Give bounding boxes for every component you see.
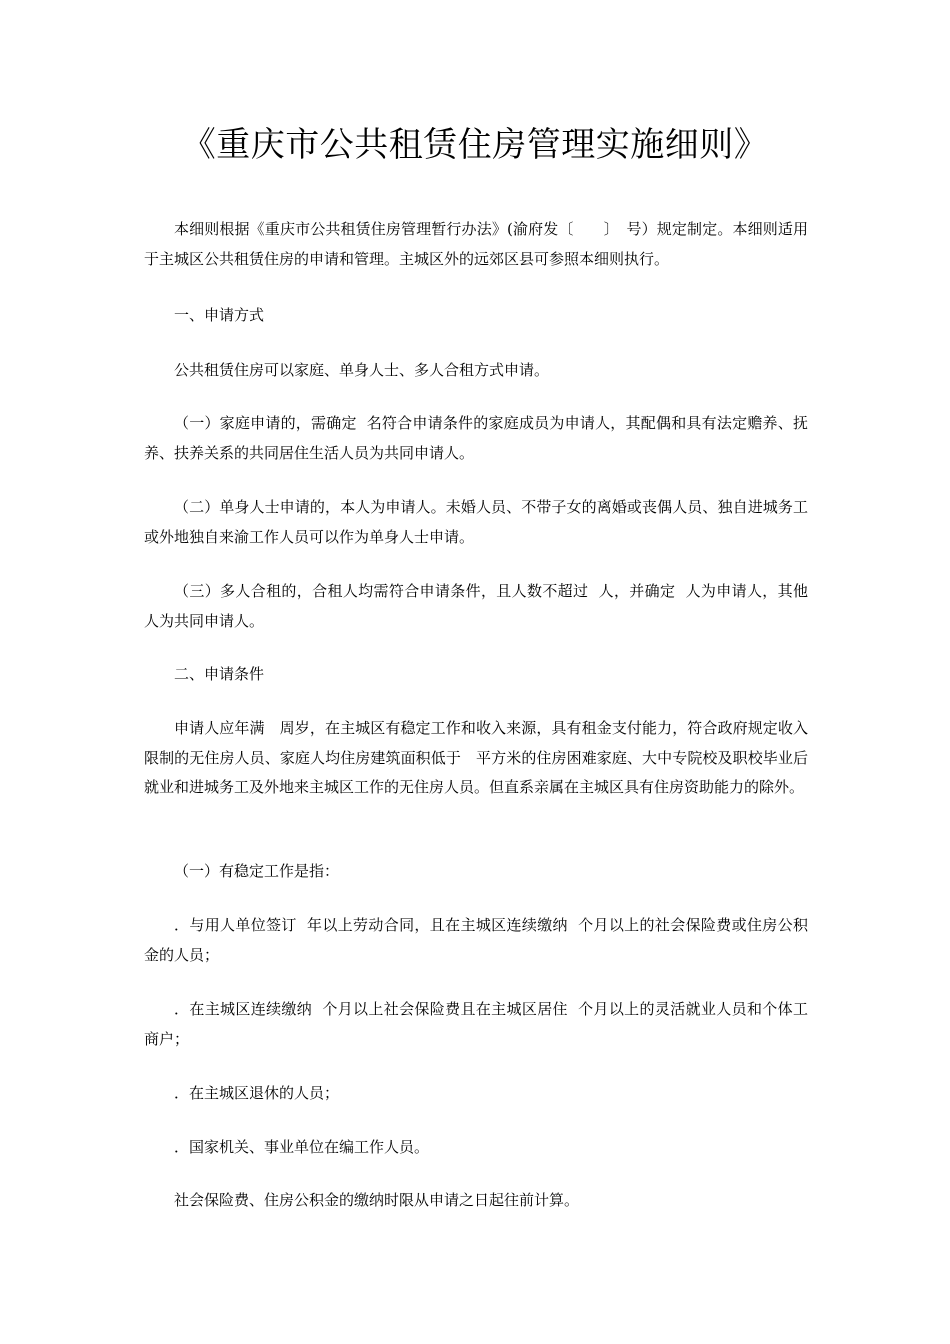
paragraph-payment-period-note: 社会保险费、住房公积金的缴纳时限从申请之日起往前计算。 — [174, 1191, 580, 1209]
list-item-labor-contract: ．与用人单位签订 年以上劳动合同，且在主城区连续缴纳 个月以上的社会保险费或住房公积金的人员； — [144, 916, 808, 964]
paragraph-application-types: 公共租赁住房可以家庭、单身人士、多人合租方式申请。 — [174, 361, 550, 379]
paragraph-preamble: 本细则根据《重庆市公共租赁住房管理暂行办法》(渝府发〔 〕 号）规定制定。本细则适用于主城区公共租赁住房的申请和管理。主城区外的远郊区县可参照本细则执行。 — [144, 220, 808, 268]
list-item-flexible-employment: ．在主城区连续缴纳 个月以上社会保险费且在主城区居住 个月以上的灵活就业人员和个体工商户； — [144, 1000, 808, 1048]
section-heading-application-method: 一、申请方式 — [174, 306, 265, 324]
paragraph-shared-rental: （三）多人合租的，合租人均需符合申请条件，且人数不超过 人，并确定 人为申请人，其他人为共同申请人。 — [144, 582, 808, 630]
list-item-retired: ．在主城区退休的人员； — [174, 1084, 340, 1102]
list-item-civil-servants: ．国家机关、事业单位在编工作人员。 — [174, 1138, 430, 1156]
paragraph-applicant-requirements: 申请人应年满 周岁，在主城区有稳定工作和收入来源，具有租金支付能力，符合政府规定收入限制的无住房人员、家庭人均住房建筑面积低于 平方米的住房困难家庭、大中专院校及职校毕业后就业和进城务工及外地来主城区工作的无住房人员。但直系亲属在主城区具有住房资助能力的除外。 — [144, 719, 808, 796]
paragraph-family-application: （一）家庭申请的，需确定 名符合申请条件的家庭成员为申请人，其配偶和具有法定赡养、抚养、扶养关系的共同居住生活人员为共同申请人。 — [144, 414, 808, 462]
subheading-stable-work: （一）有稳定工作是指： — [174, 862, 340, 880]
section-heading-application-conditions: 二、申请条件 — [174, 665, 265, 683]
paragraph-single-application: （二）单身人士申请的，本人为申请人。未婚人员、不带子女的离婚或丧偶人员、独自进城务工或外地独自来渝工作人员可以作为单身人士申请。 — [144, 498, 808, 546]
document-title: 《重庆市公共租赁住房管理实施细则》 — [181, 125, 769, 165]
